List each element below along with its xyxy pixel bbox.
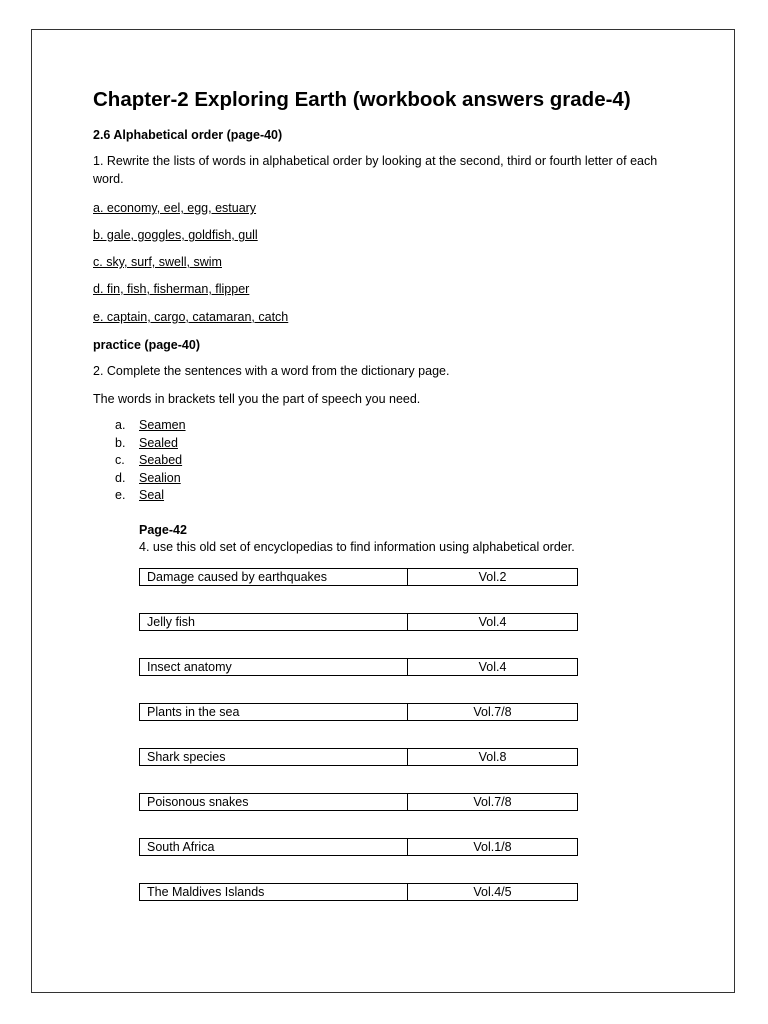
topic-cell: The Maldives Islands bbox=[140, 884, 408, 900]
topic-cell: Poisonous snakes bbox=[140, 794, 408, 810]
list-marker: e. bbox=[115, 488, 126, 502]
list-item bbox=[115, 417, 186, 435]
list-marker: c. bbox=[115, 453, 125, 467]
question-2-note: The words in brackets tell you the part of speech you need. bbox=[93, 392, 421, 406]
volume-cell: Vol.7/8 bbox=[473, 705, 512, 719]
table-row bbox=[139, 568, 578, 586]
answer-d: d. fin, fish, fisherman, flipper bbox=[93, 282, 250, 296]
table-row bbox=[139, 658, 578, 676]
list-marker: b. bbox=[115, 435, 126, 450]
list-marker: d. bbox=[115, 470, 126, 485]
topic-cell: Insect anatomy bbox=[140, 659, 408, 675]
section-heading-alphabetical-order: 2.6 Alphabetical order (page-40) bbox=[93, 128, 283, 142]
topic-cell: South Africa bbox=[140, 839, 408, 855]
list-answer: Sealion bbox=[139, 470, 181, 485]
answer-e: e. captain, cargo, catamaran, catch bbox=[93, 310, 289, 324]
list-answer: Seabed bbox=[139, 453, 183, 467]
list-item bbox=[115, 487, 186, 505]
volume-cell: Vol.7/8 bbox=[473, 795, 512, 809]
practice-answer-list bbox=[115, 417, 186, 505]
list-item bbox=[115, 435, 186, 453]
question-4: 4. use this old set of encyclopedias to find information using alphabetical order. bbox=[139, 540, 575, 554]
answer-b: b. gale, goggles, goldfish, gull bbox=[93, 228, 258, 242]
list-item bbox=[115, 470, 186, 488]
table-row bbox=[139, 838, 578, 856]
topic-cell: Jelly fish bbox=[140, 614, 408, 630]
page-title: Chapter-2 Exploring Earth (workbook answers grade-4) bbox=[93, 88, 631, 111]
table-row bbox=[139, 748, 578, 766]
volume-cell: Vol.4 bbox=[478, 660, 507, 674]
topic-cell: Damage caused by earthquakes bbox=[140, 569, 408, 585]
volume-cell: Vol.8 bbox=[478, 750, 507, 764]
section-heading-page-42: Page-42 bbox=[139, 523, 187, 537]
list-marker: a. bbox=[115, 418, 126, 432]
list-answer: Sealed bbox=[139, 435, 178, 450]
section-heading-practice: practice (page-40) bbox=[93, 338, 200, 352]
volume-cell: Vol.1/8 bbox=[473, 840, 512, 854]
volume-cell: Vol.2 bbox=[478, 570, 507, 584]
answer-a: a. economy, eel, egg, estuary bbox=[93, 201, 257, 215]
list-item bbox=[115, 452, 186, 470]
volume-cell: Vol.4 bbox=[478, 615, 507, 629]
list-answer: Seal bbox=[139, 488, 165, 502]
table-row bbox=[139, 793, 578, 811]
list-answer: Seamen bbox=[139, 418, 186, 432]
volume-cell: Vol.4/5 bbox=[473, 885, 512, 899]
topic-cell: Shark species bbox=[140, 749, 408, 765]
answer-c: c. sky, surf, swell, swim bbox=[93, 255, 222, 269]
topic-cell: Plants in the sea bbox=[140, 704, 408, 720]
table-row bbox=[139, 883, 578, 901]
table-row bbox=[139, 613, 578, 631]
question-1: 1. Rewrite the lists of words in alphabetical order by looking at the second, third or fourth letter of each word. bbox=[93, 154, 658, 186]
question-2: 2. Complete the sentences with a word from the dictionary page. bbox=[93, 364, 450, 378]
table-row bbox=[139, 703, 578, 721]
